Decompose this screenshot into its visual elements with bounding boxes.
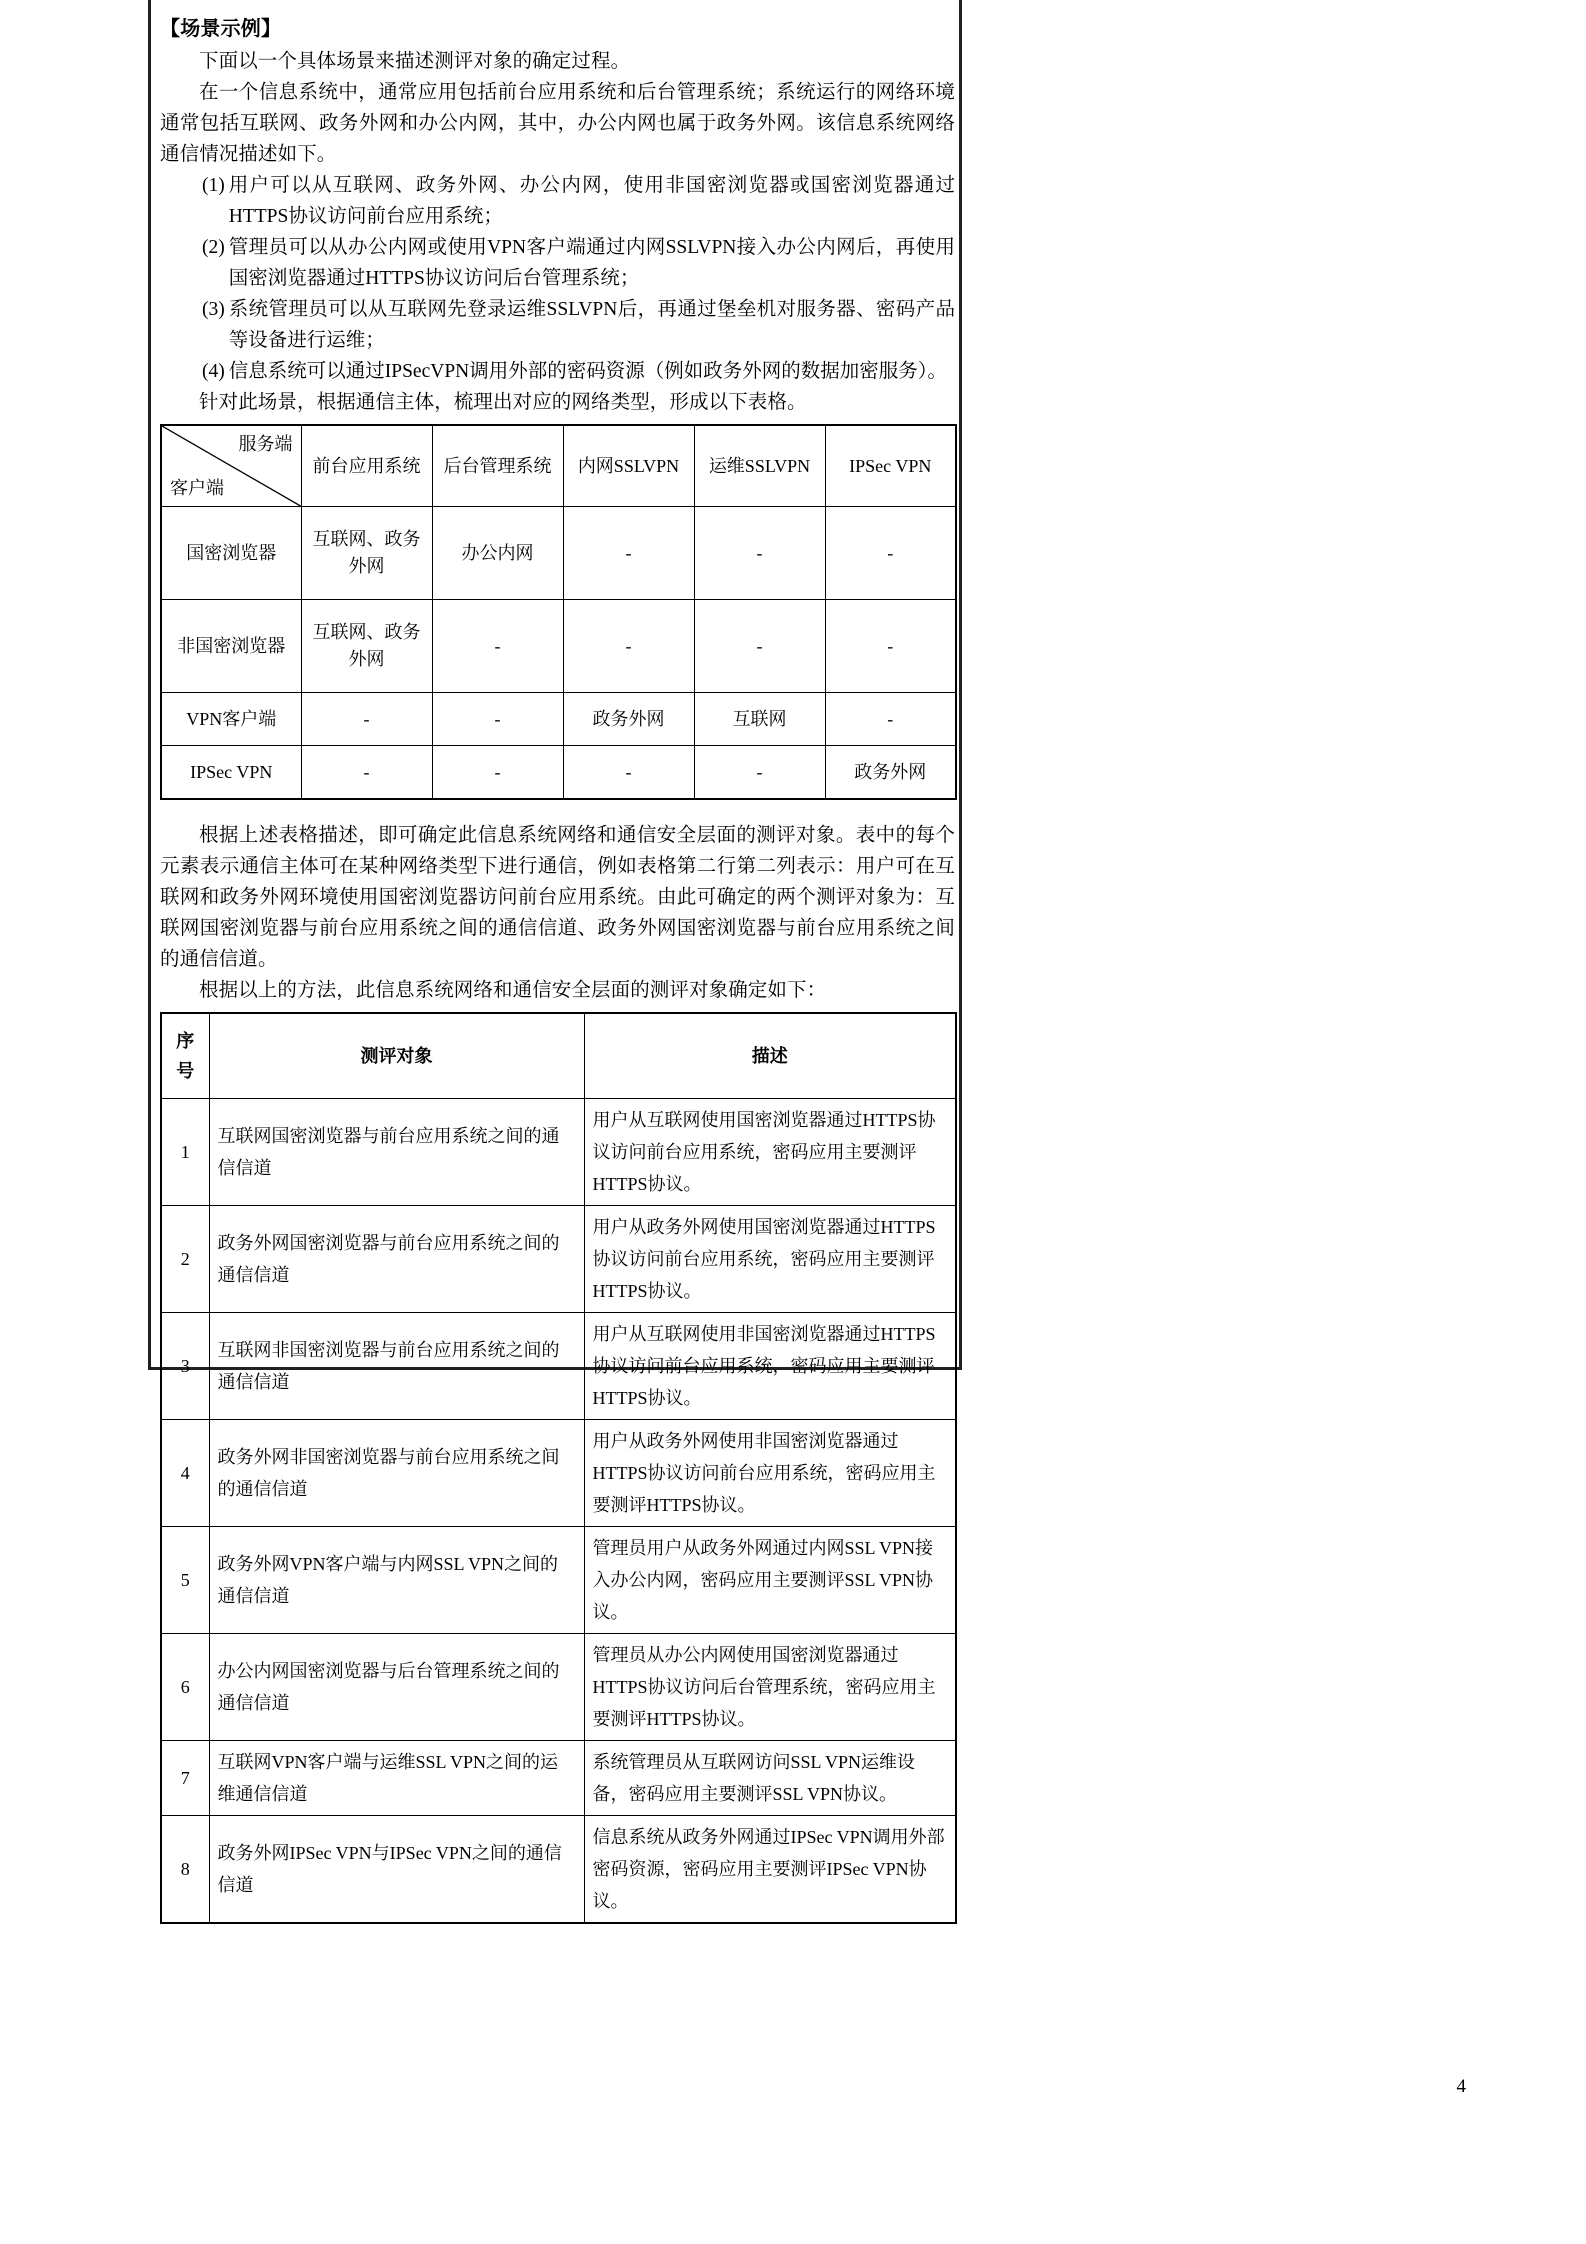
matrix-cell: 互联网、政务外网: [301, 600, 432, 693]
matrix-cell: -: [563, 746, 694, 800]
list-item: [160, 294, 955, 356]
intro-paragraph-2: 在一个信息系统中，通常应用包括前台应用系统和后台管理系统；系统运行的网络环境通常包括互联网、政务外网和办公内网，其中，办公内网也属于政务外网。该信息系统网络通信情况描述如下。: [160, 82, 955, 165]
objects-header-row: [161, 1013, 956, 1099]
table-row: [161, 1313, 956, 1420]
objects-row-no: 4: [161, 1420, 209, 1527]
matrix-corner-cell: [161, 425, 301, 507]
page-number: 4: [1456, 2076, 1466, 2097]
matrix-cell: -: [301, 746, 432, 800]
matrix-cell: 办公内网: [432, 507, 563, 600]
objects-header-seq: 序 号: [161, 1013, 209, 1099]
list-item-marker: (3): [202, 299, 225, 320]
matrix-row: [161, 693, 956, 746]
matrix-cell: -: [825, 507, 956, 600]
pre-table-paragraph: 针对此场景，根据通信主体，梳理出对应的网络类型，形成以下表格。: [199, 392, 807, 413]
matrix-cell: -: [432, 746, 563, 800]
matrix-col-header: 运维SSLVPN: [694, 425, 825, 507]
objects-row-no: 8: [161, 1816, 209, 1924]
list-item-text: 信息系统可以通过IPSecVPN调用外部的密码资源（例如政务外网的数据加密服务）。: [228, 361, 948, 382]
table-row: [161, 1816, 956, 1924]
table-row: [161, 1420, 956, 1527]
matrix-cell: -: [563, 600, 694, 693]
list-item-marker: (4): [202, 361, 225, 382]
list-item: [160, 170, 955, 232]
document-content: [160, 10, 955, 1924]
list-item-marker: (1): [202, 175, 225, 196]
matrix-cell: -: [694, 507, 825, 600]
list-item: [160, 356, 955, 387]
objects-row-no: 3: [161, 1313, 209, 1420]
objects-row-description: 管理员用户从政务外网通过内网SSL VPN接入办公内网，密码应用主要测评SSL VPN协议。: [584, 1527, 956, 1634]
objects-header-description: 描述: [584, 1013, 956, 1099]
objects-row-object: 互联网非国密浏览器与前台应用系统之间的通信信道: [209, 1313, 584, 1420]
objects-row-object: 互联网国密浏览器与前台应用系统之间的通信信道: [209, 1099, 584, 1206]
list-item-marker: (2): [202, 237, 225, 258]
matrix-col-header: IPSec VPN: [825, 425, 956, 507]
matrix-cell: -: [301, 693, 432, 746]
objects-row-description: 用户从政务外网使用非国密浏览器通过HTTPS协议访问前台应用系统，密码应用主要测评HTTPS协议。: [584, 1420, 956, 1527]
objects-row-description: 用户从政务外网使用国密浏览器通过HTTPS协议访问前台应用系统，密码应用主要测评HTTPS协议。: [584, 1206, 956, 1313]
matrix-col-header: 前台应用系统: [301, 425, 432, 507]
list-item: [160, 232, 955, 294]
matrix-col-header: 内网SSLVPN: [563, 425, 694, 507]
matrix-cell: -: [694, 746, 825, 800]
matrix-row: [161, 746, 956, 800]
post-table-paragraph-2: 根据以上的方法，此信息系统网络和通信安全层面的测评对象确定如下：: [199, 980, 827, 1001]
section-title: 【场景示例】: [160, 18, 282, 40]
scenario-list: [160, 170, 955, 387]
table-row: [161, 1206, 956, 1313]
objects-row-description: 信息系统从政务外网通过IPSec VPN调用外部密码资源，密码应用主要测评IPSec VPN协议。: [584, 1816, 956, 1924]
objects-row-no: 5: [161, 1527, 209, 1634]
matrix-row: [161, 600, 956, 693]
objects-row-no: 6: [161, 1634, 209, 1741]
matrix-corner-client-label: 客户端: [170, 478, 224, 498]
matrix-cell: -: [694, 600, 825, 693]
post-table-paragraph-1: 根据上述表格描述，即可确定此信息系统网络和通信安全层面的测评对象。表中的每个元素表示通信主体可在某种网络类型下进行通信，例如表格第二行第二列表示：用户可在互联网和政务外网环境使用国密浏览器访问前台应用系统。由此可确定的两个测评对象为：互联网国密浏览器与前台应用系统之间的通信信道、政务外网国密浏览器与前台应用系统之间的通信信道。: [160, 825, 955, 970]
objects-row-description: 系统管理员从互联网访问SSL VPN运维设备，密码应用主要测评SSL VPN协议。: [584, 1741, 956, 1816]
matrix-row-label: VPN客户端: [161, 693, 301, 746]
list-item-text: 管理员可以从办公内网或使用VPN客户端通过内网SSLVPN接入办公内网后，再使用国密浏览器通过HTTPS协议访问后台管理系统；: [228, 237, 955, 289]
matrix-row-label: 非国密浏览器: [161, 600, 301, 693]
objects-row-no: 1: [161, 1099, 209, 1206]
matrix-row-label: IPSec VPN: [161, 746, 301, 800]
objects-row-object: 政务外网IPSec VPN与IPSec VPN之间的通信信道: [209, 1816, 584, 1924]
list-item-text: 系统管理员可以从互联网先登录运维SSLVPN后，再通过堡垒机对服务器、密码产品等设备进行运维；: [228, 299, 955, 351]
intro-paragraph-1: 下面以一个具体场景来描述测评对象的确定过程。: [199, 51, 631, 72]
matrix-cell: 政务外网: [825, 746, 956, 800]
matrix-header-row: [161, 425, 956, 507]
table-row: [161, 1634, 956, 1741]
matrix-cell: -: [563, 507, 694, 600]
assessment-objects-table: [160, 1012, 957, 1924]
matrix-cell: -: [825, 600, 956, 693]
matrix-cell: -: [432, 600, 563, 693]
objects-row-object: 办公内网国密浏览器与后台管理系统之间的通信信道: [209, 1634, 584, 1741]
objects-row-no: 7: [161, 1741, 209, 1816]
matrix-row: [161, 507, 956, 600]
objects-row-object: 政务外网VPN客户端与内网SSL VPN之间的通信信道: [209, 1527, 584, 1634]
objects-row-description: 管理员从办公内网使用国密浏览器通过HTTPS协议访问后台管理系统，密码应用主要测评HTTPS协议。: [584, 1634, 956, 1741]
objects-row-object: 政务外网非国密浏览器与前台应用系统之间的通信信道: [209, 1420, 584, 1527]
objects-row-object: 互联网VPN客户端与运维SSL VPN之间的运维通信信道: [209, 1741, 584, 1816]
matrix-col-header: 后台管理系统: [432, 425, 563, 507]
table-row: [161, 1527, 956, 1634]
matrix-cell: 互联网、政务外网: [301, 507, 432, 600]
network-type-matrix-table: [160, 424, 957, 800]
matrix-cell: 政务外网: [563, 693, 694, 746]
matrix-cell: 互联网: [694, 693, 825, 746]
objects-header-object: 测评对象: [209, 1013, 584, 1099]
objects-row-description: 用户从互联网使用非国密浏览器通过HTTPS协议访问前台应用系统，密码应用主要测评HTTPS协议。: [584, 1313, 956, 1420]
matrix-row-label: 国密浏览器: [161, 507, 301, 600]
matrix-cell: -: [825, 693, 956, 746]
matrix-corner-server-label: 服务端: [238, 434, 293, 454]
objects-row-no: 2: [161, 1206, 209, 1313]
table-row: [161, 1099, 956, 1206]
objects-row-object: 政务外网国密浏览器与前台应用系统之间的通信信道: [209, 1206, 584, 1313]
objects-row-description: 用户从互联网使用国密浏览器通过HTTPS协议访问前台应用系统，密码应用主要测评HTTPS协议。: [584, 1099, 956, 1206]
list-item-text: 用户可以从互联网、政务外网、办公内网，使用非国密浏览器或国密浏览器通过HTTPS协议访问前台应用系统；: [228, 175, 955, 227]
matrix-cell: -: [432, 693, 563, 746]
table-row: [161, 1741, 956, 1816]
